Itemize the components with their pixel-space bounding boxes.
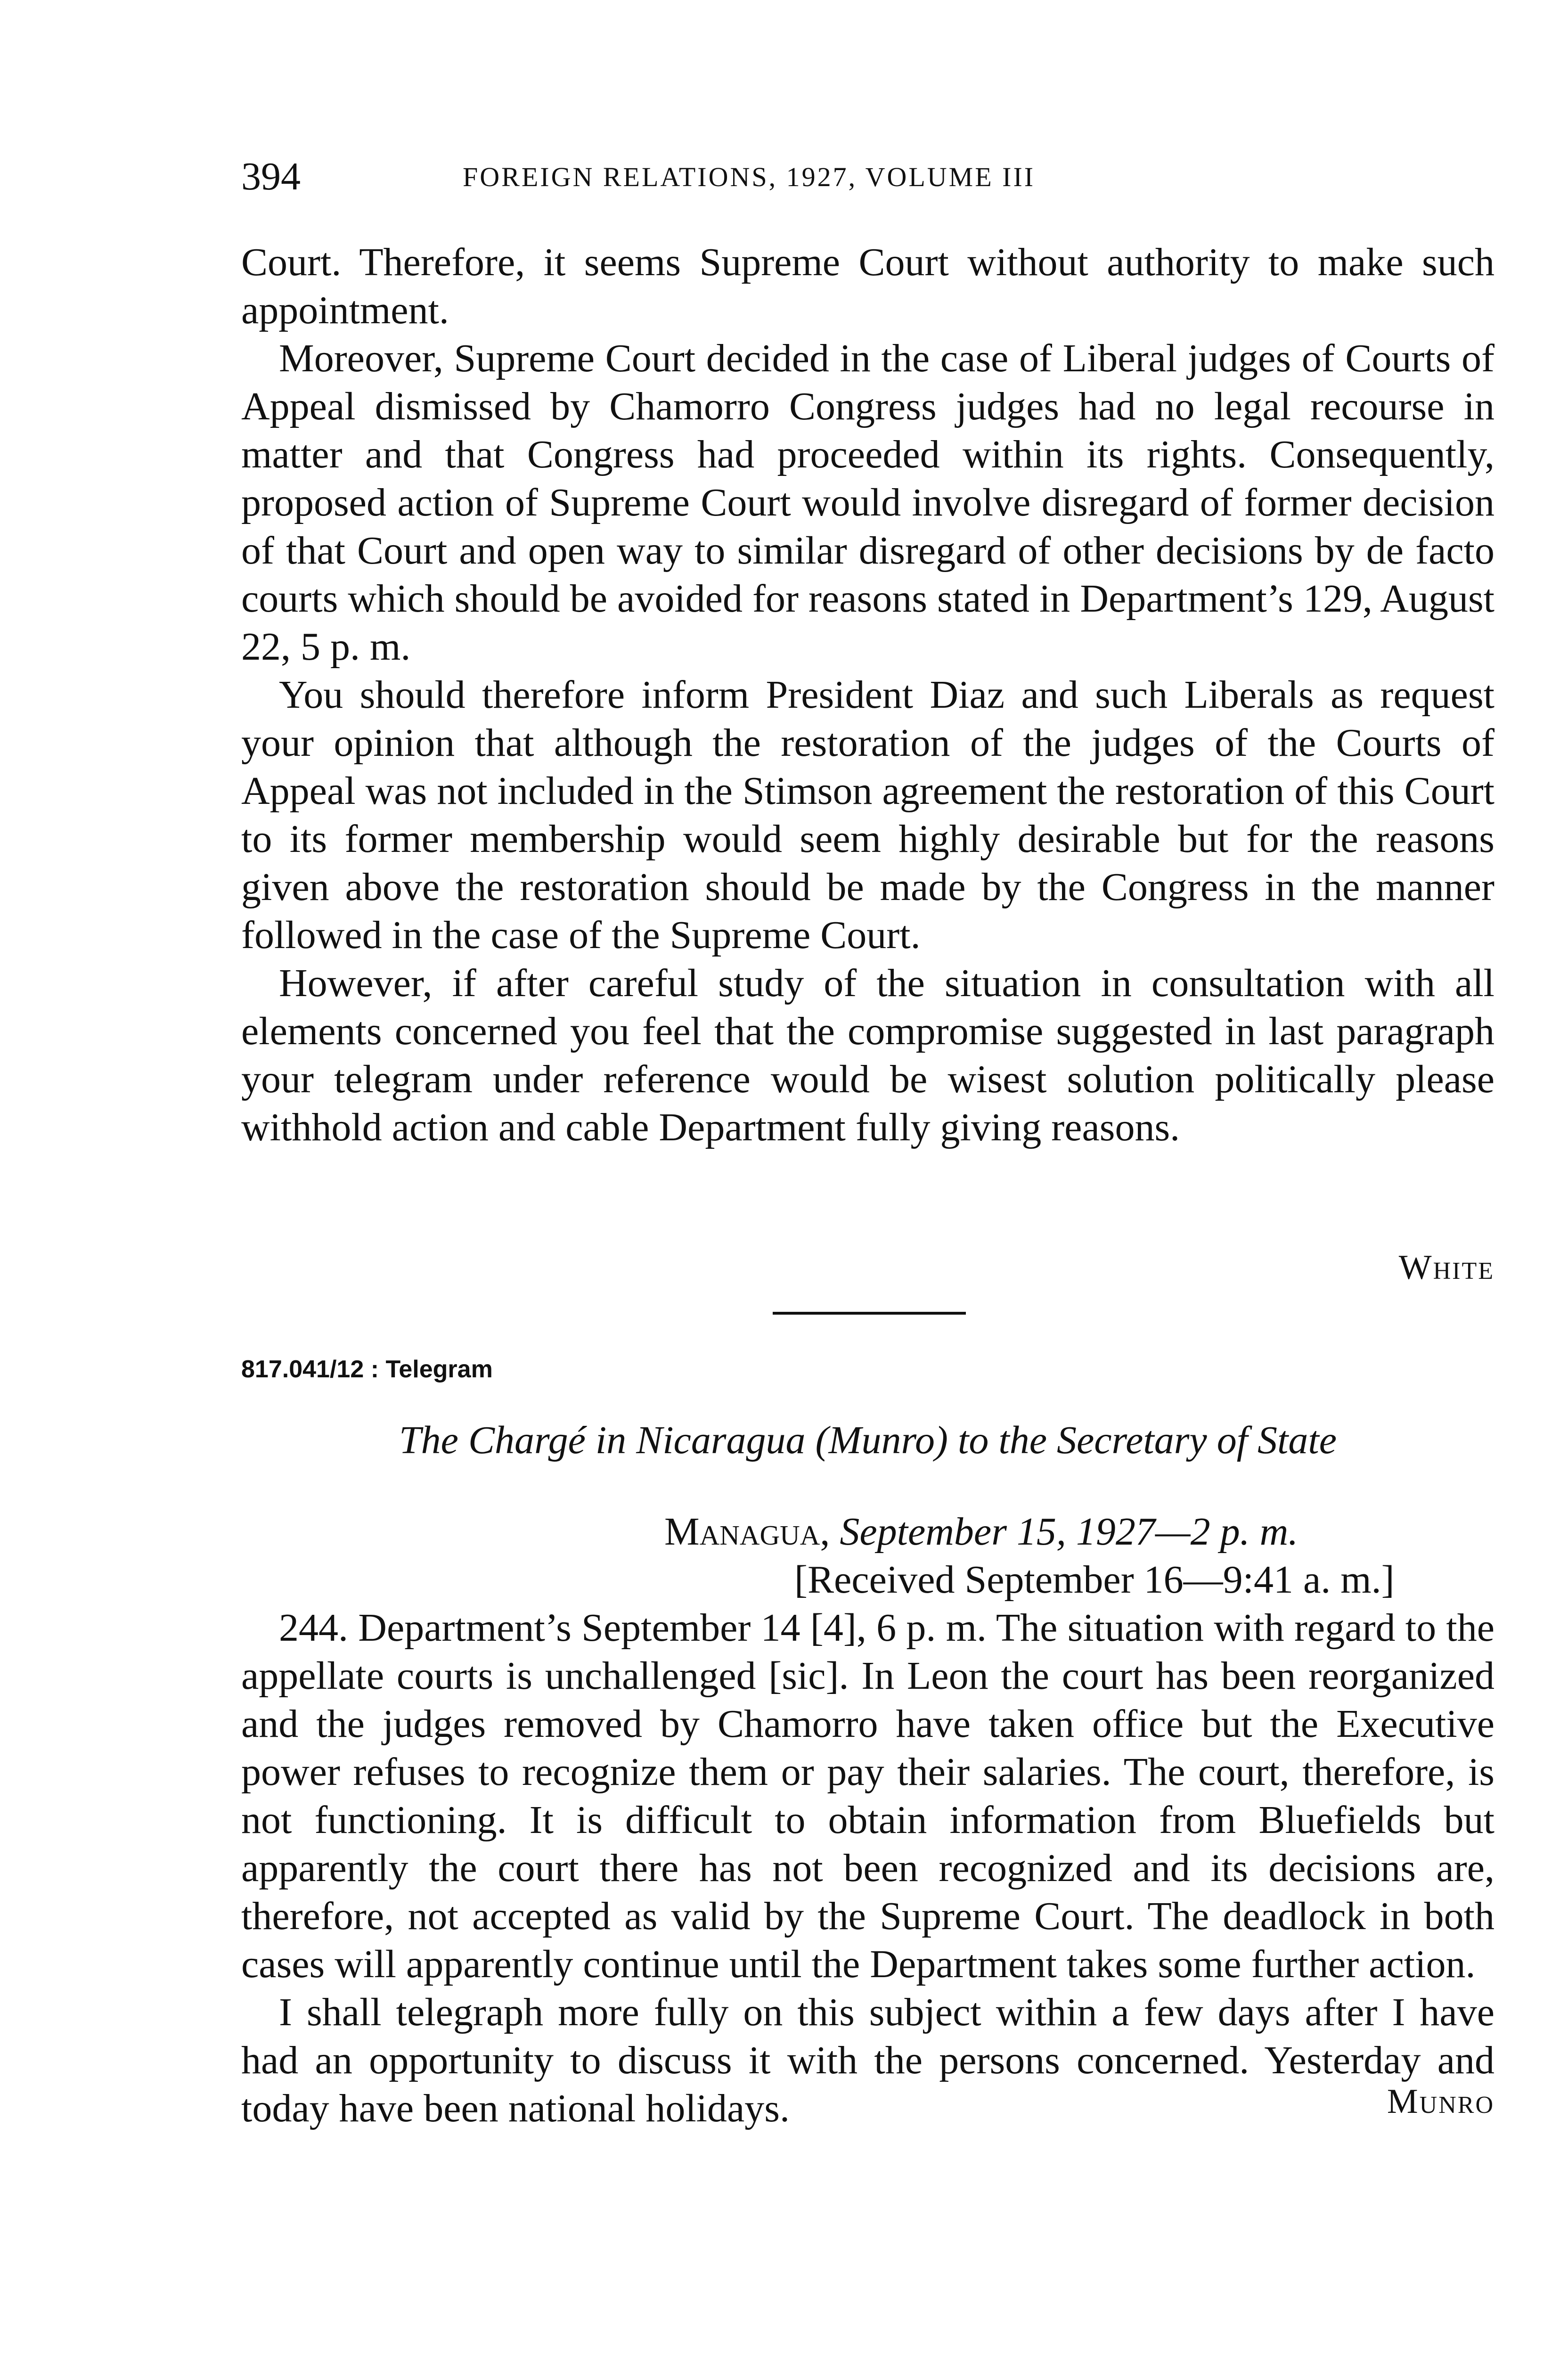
dateline-place: Managua, bbox=[664, 1510, 830, 1554]
page-number: 394 bbox=[241, 155, 301, 198]
dateline bbox=[664, 1508, 1298, 1556]
paragraph: Court. Therefore, it seems Supreme Court without authority to make such appointment. bbox=[241, 240, 1494, 332]
section-divider bbox=[773, 1312, 966, 1315]
page-header bbox=[241, 151, 1494, 203]
document-title: The Chargé in Nicaragua (Munro) to the Secretary of State bbox=[399, 1418, 1337, 1462]
paragraph: I shall telegraph more fully on this subject within a few days after I have had an opportunity to discuss it with the persons concerned. Yesterday and today have been national holidays. bbox=[241, 1990, 1494, 2130]
paragraph: You should therefore inform President Diaz and such Liberals as request your opinion that although the restoration of the judges of the Courts of Appeal was not included in the Stimson agreement the restoration of this Court to its former membership would seem highly desirable but for the reasons given above the restoration should be made by the Congress in the manner followed in the case of the Supreme Court. bbox=[241, 673, 1494, 957]
paragraph: Moreover, Supreme Court decided in the case of Liberal judges of Courts of Appeal dismissed by Chamorro Congress judges had no legal recourse in matter and that Congress had proceeded within its rights. Consequently, proposed action of Supreme Court would involve disregard of former decision of that Court and open way to similar disregard of other decisions by de facto courts which should be avoided for reasons stated in Department’s 129, August 22, 5 p. m. bbox=[241, 336, 1494, 669]
dateline-date: September 15, 1927—2 p. m. bbox=[840, 1510, 1298, 1554]
previous-telegram-continuation bbox=[241, 238, 1494, 1152]
signature: Munro bbox=[1387, 2082, 1494, 2121]
file-reference: 817.041/12 : Telegram bbox=[241, 1356, 493, 1383]
signature: White bbox=[1398, 1248, 1494, 1287]
telegram-body bbox=[241, 1604, 1494, 2133]
signature-block-1 bbox=[241, 1244, 1494, 1291]
received-note: [Received September 16—9:41 a. m.] bbox=[794, 1558, 1395, 1602]
running-head: FOREIGN RELATIONS, 1927, VOLUME III bbox=[463, 162, 1036, 192]
paragraph: 244. Department’s September 14 [4], 6 p. m. The situation with regard to the appellate courts is unchallenged [sic]. In Leon the court has been reorganized and the judges removed by Chamorro have taken office but the Executive power refuses to recognize them or pay their salaries. The court, therefore, is not functioning. It is difficult to obtain information from Bluefields but apparently the court there has not been recognized and its decisions are, therefore, not accepted as valid by the Supreme Court. The deadlock in both cases will apparently continue until the Department takes some further action. bbox=[241, 1606, 1494, 1986]
signature-block-2 bbox=[241, 2078, 1494, 2125]
paragraph: However, if after careful study of the situation in consultation with all elements concerned you feel that the compromise suggested in last paragraph your telegram under reference would be wisest solution politically please withhold action and cable Department fully giving reasons. bbox=[241, 961, 1494, 1149]
